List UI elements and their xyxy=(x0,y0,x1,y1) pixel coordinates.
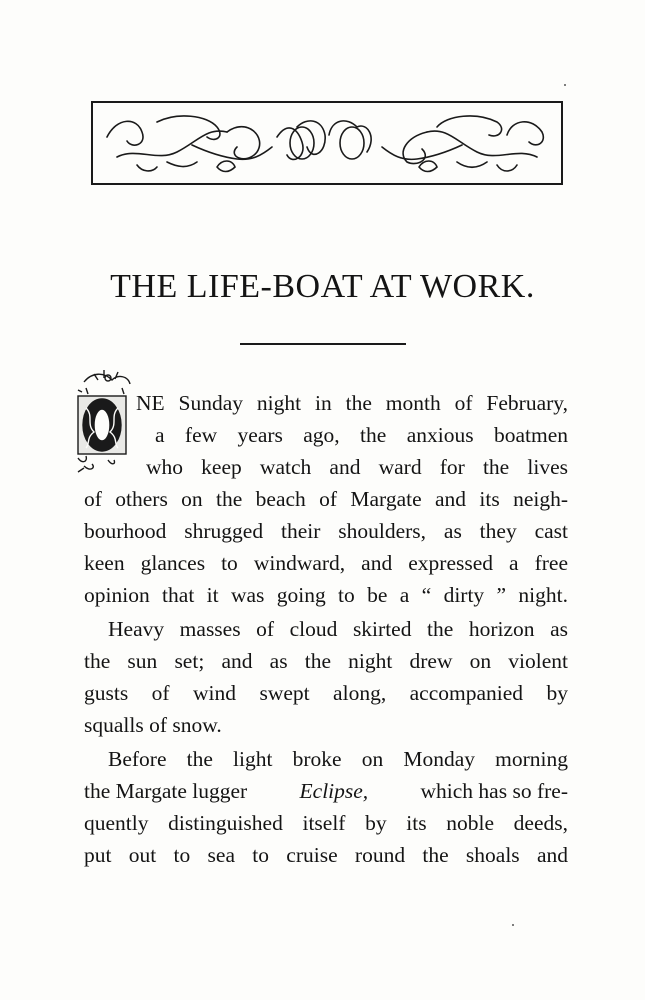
body-line: quently distinguished itself by its noble deeds, xyxy=(84,811,568,835)
vessel-name: Eclipse, xyxy=(299,779,369,803)
body-line: NE Sunday night in the month of February, xyxy=(136,391,568,415)
body-line-segment: the Margate lugger xyxy=(84,779,248,803)
body-line: who keep watch and ward for the lives xyxy=(146,455,568,479)
body-line: Heavy masses of cloud skirted the horizon as xyxy=(108,617,568,641)
body-line: the sun set; and as the night drew on violent xyxy=(84,649,568,673)
title-divider-rule xyxy=(240,343,406,345)
body-line-segment: which has so fre- xyxy=(420,779,568,803)
body-line: squalls of snow. xyxy=(84,713,222,737)
paper-speck xyxy=(564,84,566,86)
body-line: Before the light broke on Monday morning xyxy=(108,747,568,771)
headpiece-ornament xyxy=(91,101,563,185)
body-line: opinion that it was going to be a “ dirty ” night. xyxy=(84,583,568,607)
body-line: put out to sea to cruise round the shoals and xyxy=(84,843,568,867)
chapter-title: THE LIFE-BOAT AT WORK. xyxy=(110,268,535,305)
body-line: of others on the beach of Margate and its neigh- xyxy=(84,487,568,511)
body-line-with-italic xyxy=(84,776,568,806)
body-line: gusts of wind swept along, accompanied by xyxy=(84,681,568,705)
body-line: a few years ago, the anxious boatmen xyxy=(155,423,568,447)
scrollwork-headpiece-icon xyxy=(97,107,557,179)
body-line: keen glances to windward, and expressed a free xyxy=(84,551,568,575)
paper-speck xyxy=(512,924,514,926)
ornamental-initial-icon xyxy=(74,368,134,476)
body-line: bourhood shrugged their shoulders, as they cast xyxy=(84,519,568,543)
